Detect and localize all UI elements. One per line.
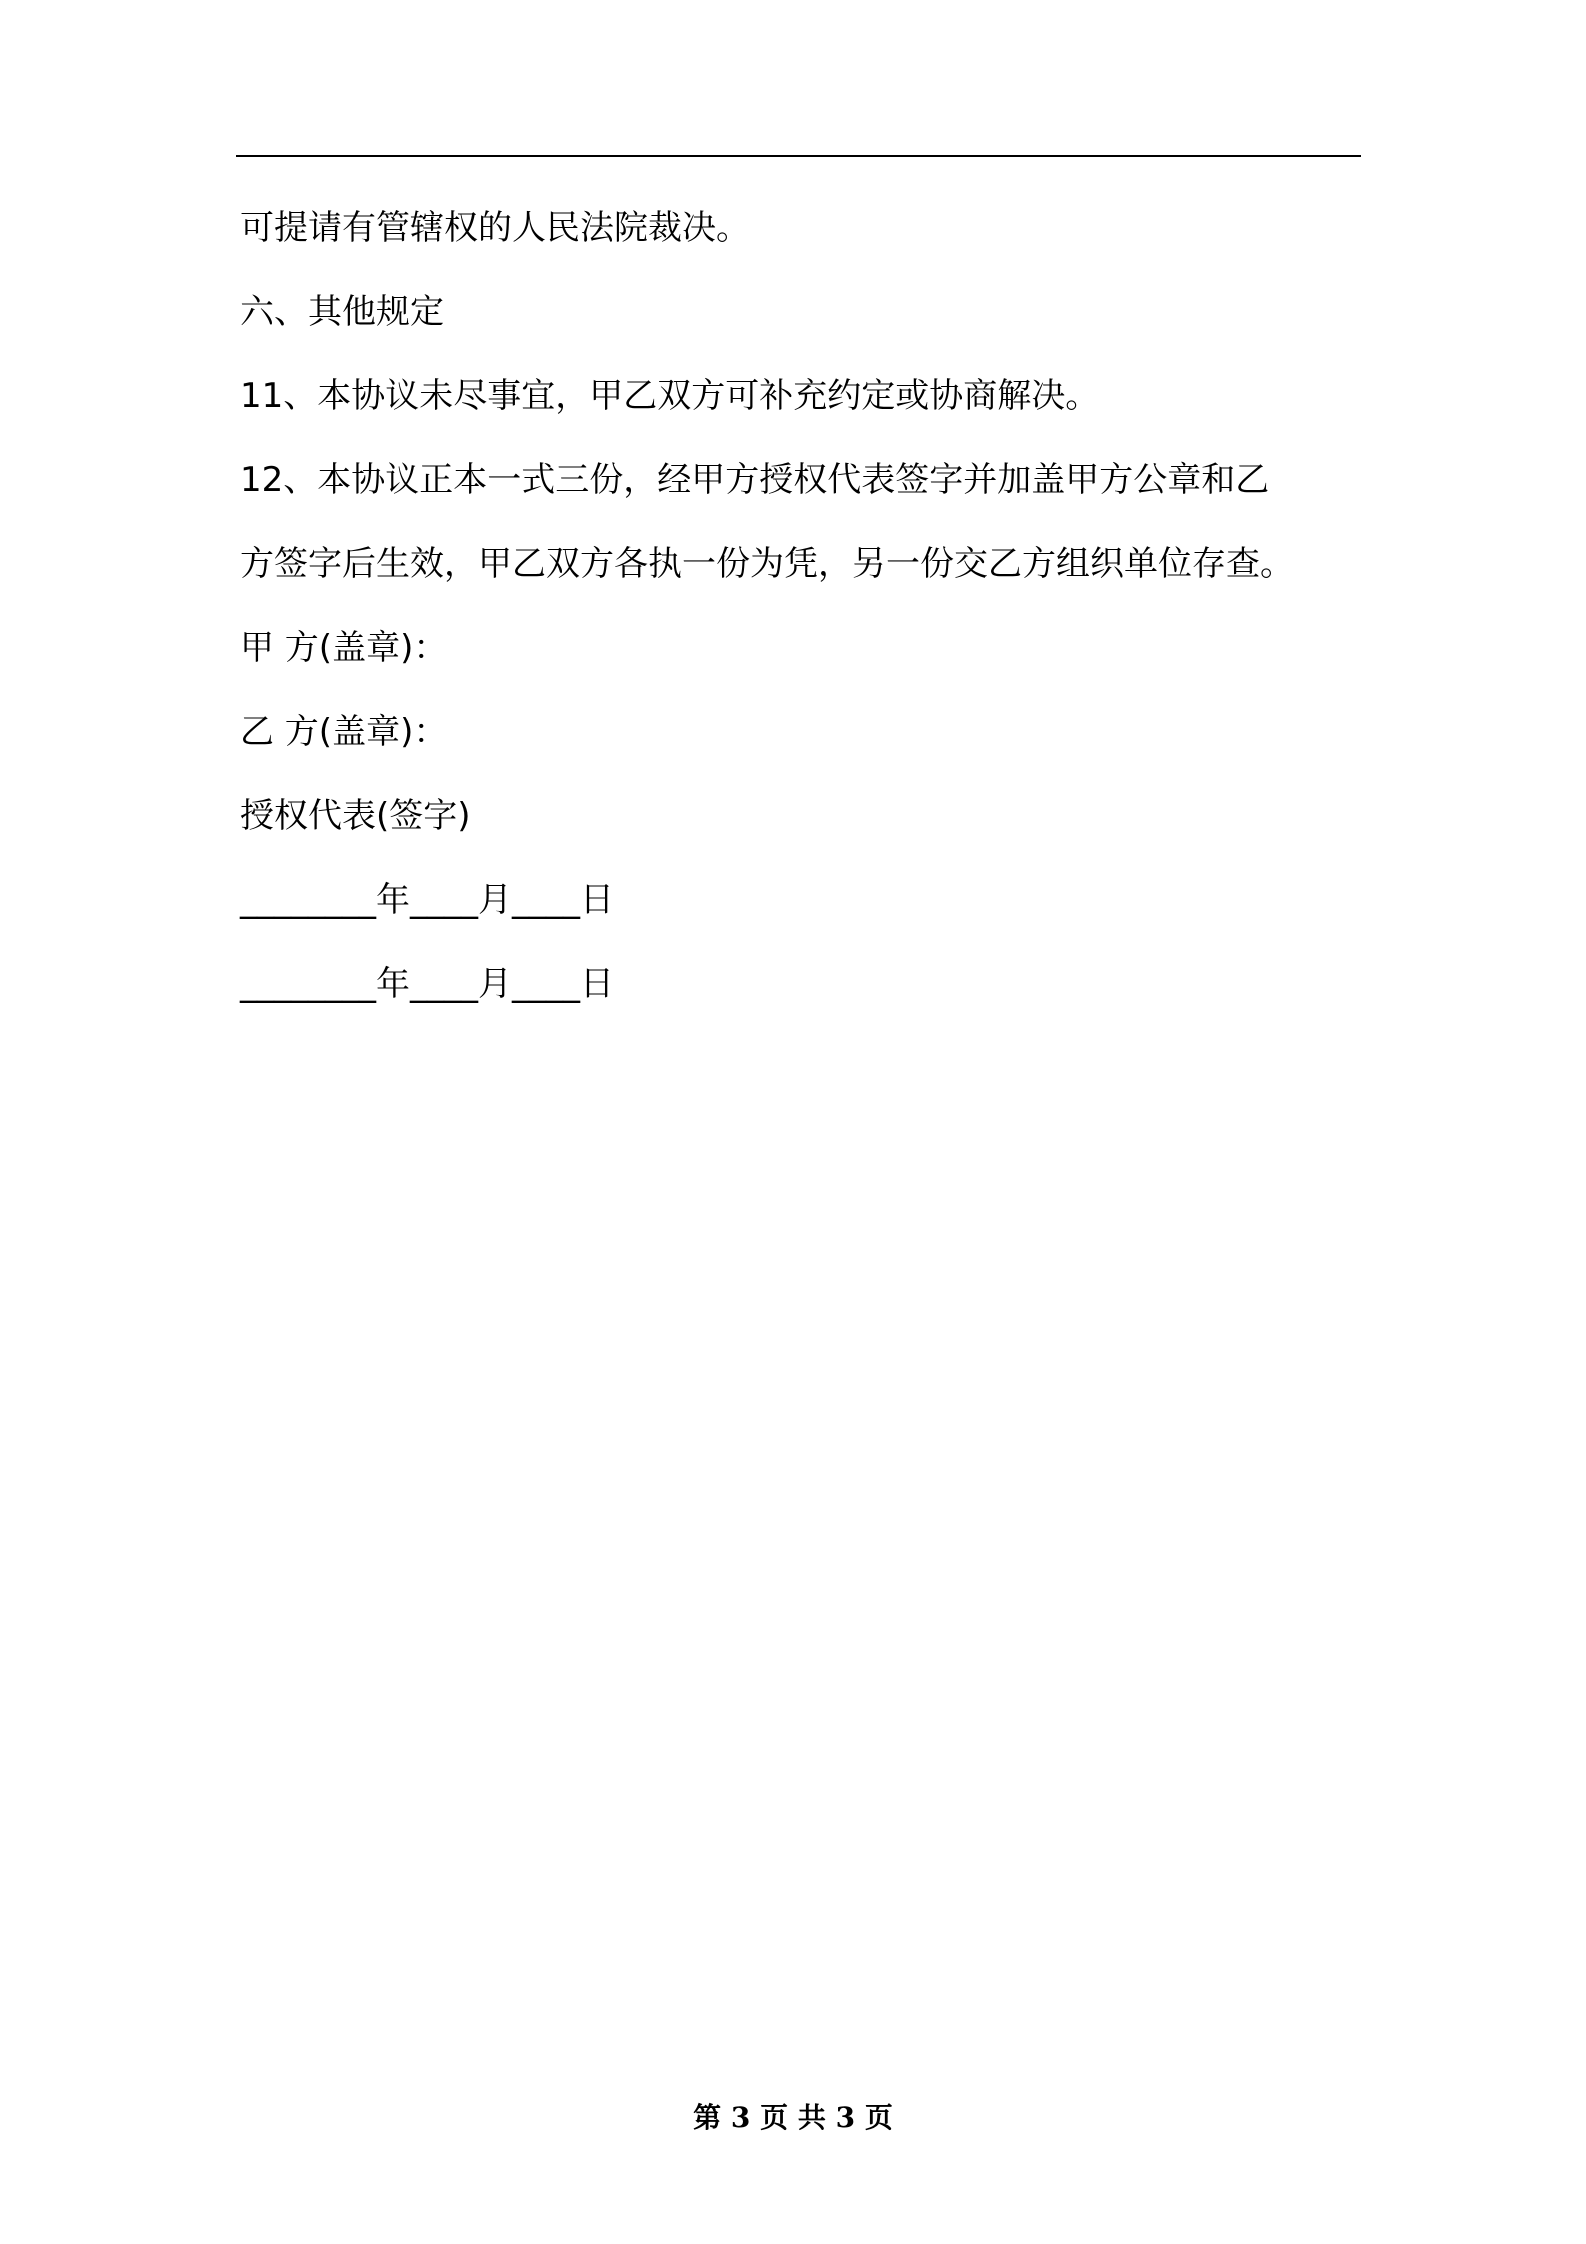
date-line-2: ________年____月____日 — [240, 964, 614, 1004]
party-a-seal-label: 甲 方(盖章)： — [240, 628, 448, 668]
page-number: 第 3 页 共 3 页 — [693, 2101, 893, 2134]
clause-11: 11、本协议未尽事宜，甲乙双方可补充约定或协商解决。 — [240, 376, 1100, 416]
clause-12-line-1: 12、本协议正本一式三份，经甲方授权代表签字并加盖甲方公章和乙 — [240, 460, 1270, 500]
clause-12-line-2: 方签字后生效，甲乙双方各执一份为凭，另一份交乙方组织单位存查。 — [240, 544, 1294, 584]
authorized-representative-label: 授权代表(签字) — [240, 796, 471, 836]
date-line-1: ________年____月____日 — [240, 880, 614, 920]
party-b-seal-label: 乙 方(盖章)： — [240, 712, 448, 752]
body-line-arbitration: 可提请有管辖权的人民法院裁决。 — [240, 208, 750, 248]
section-heading-other-provisions: 六、其他规定 — [240, 292, 444, 332]
header-rule — [236, 155, 1361, 157]
